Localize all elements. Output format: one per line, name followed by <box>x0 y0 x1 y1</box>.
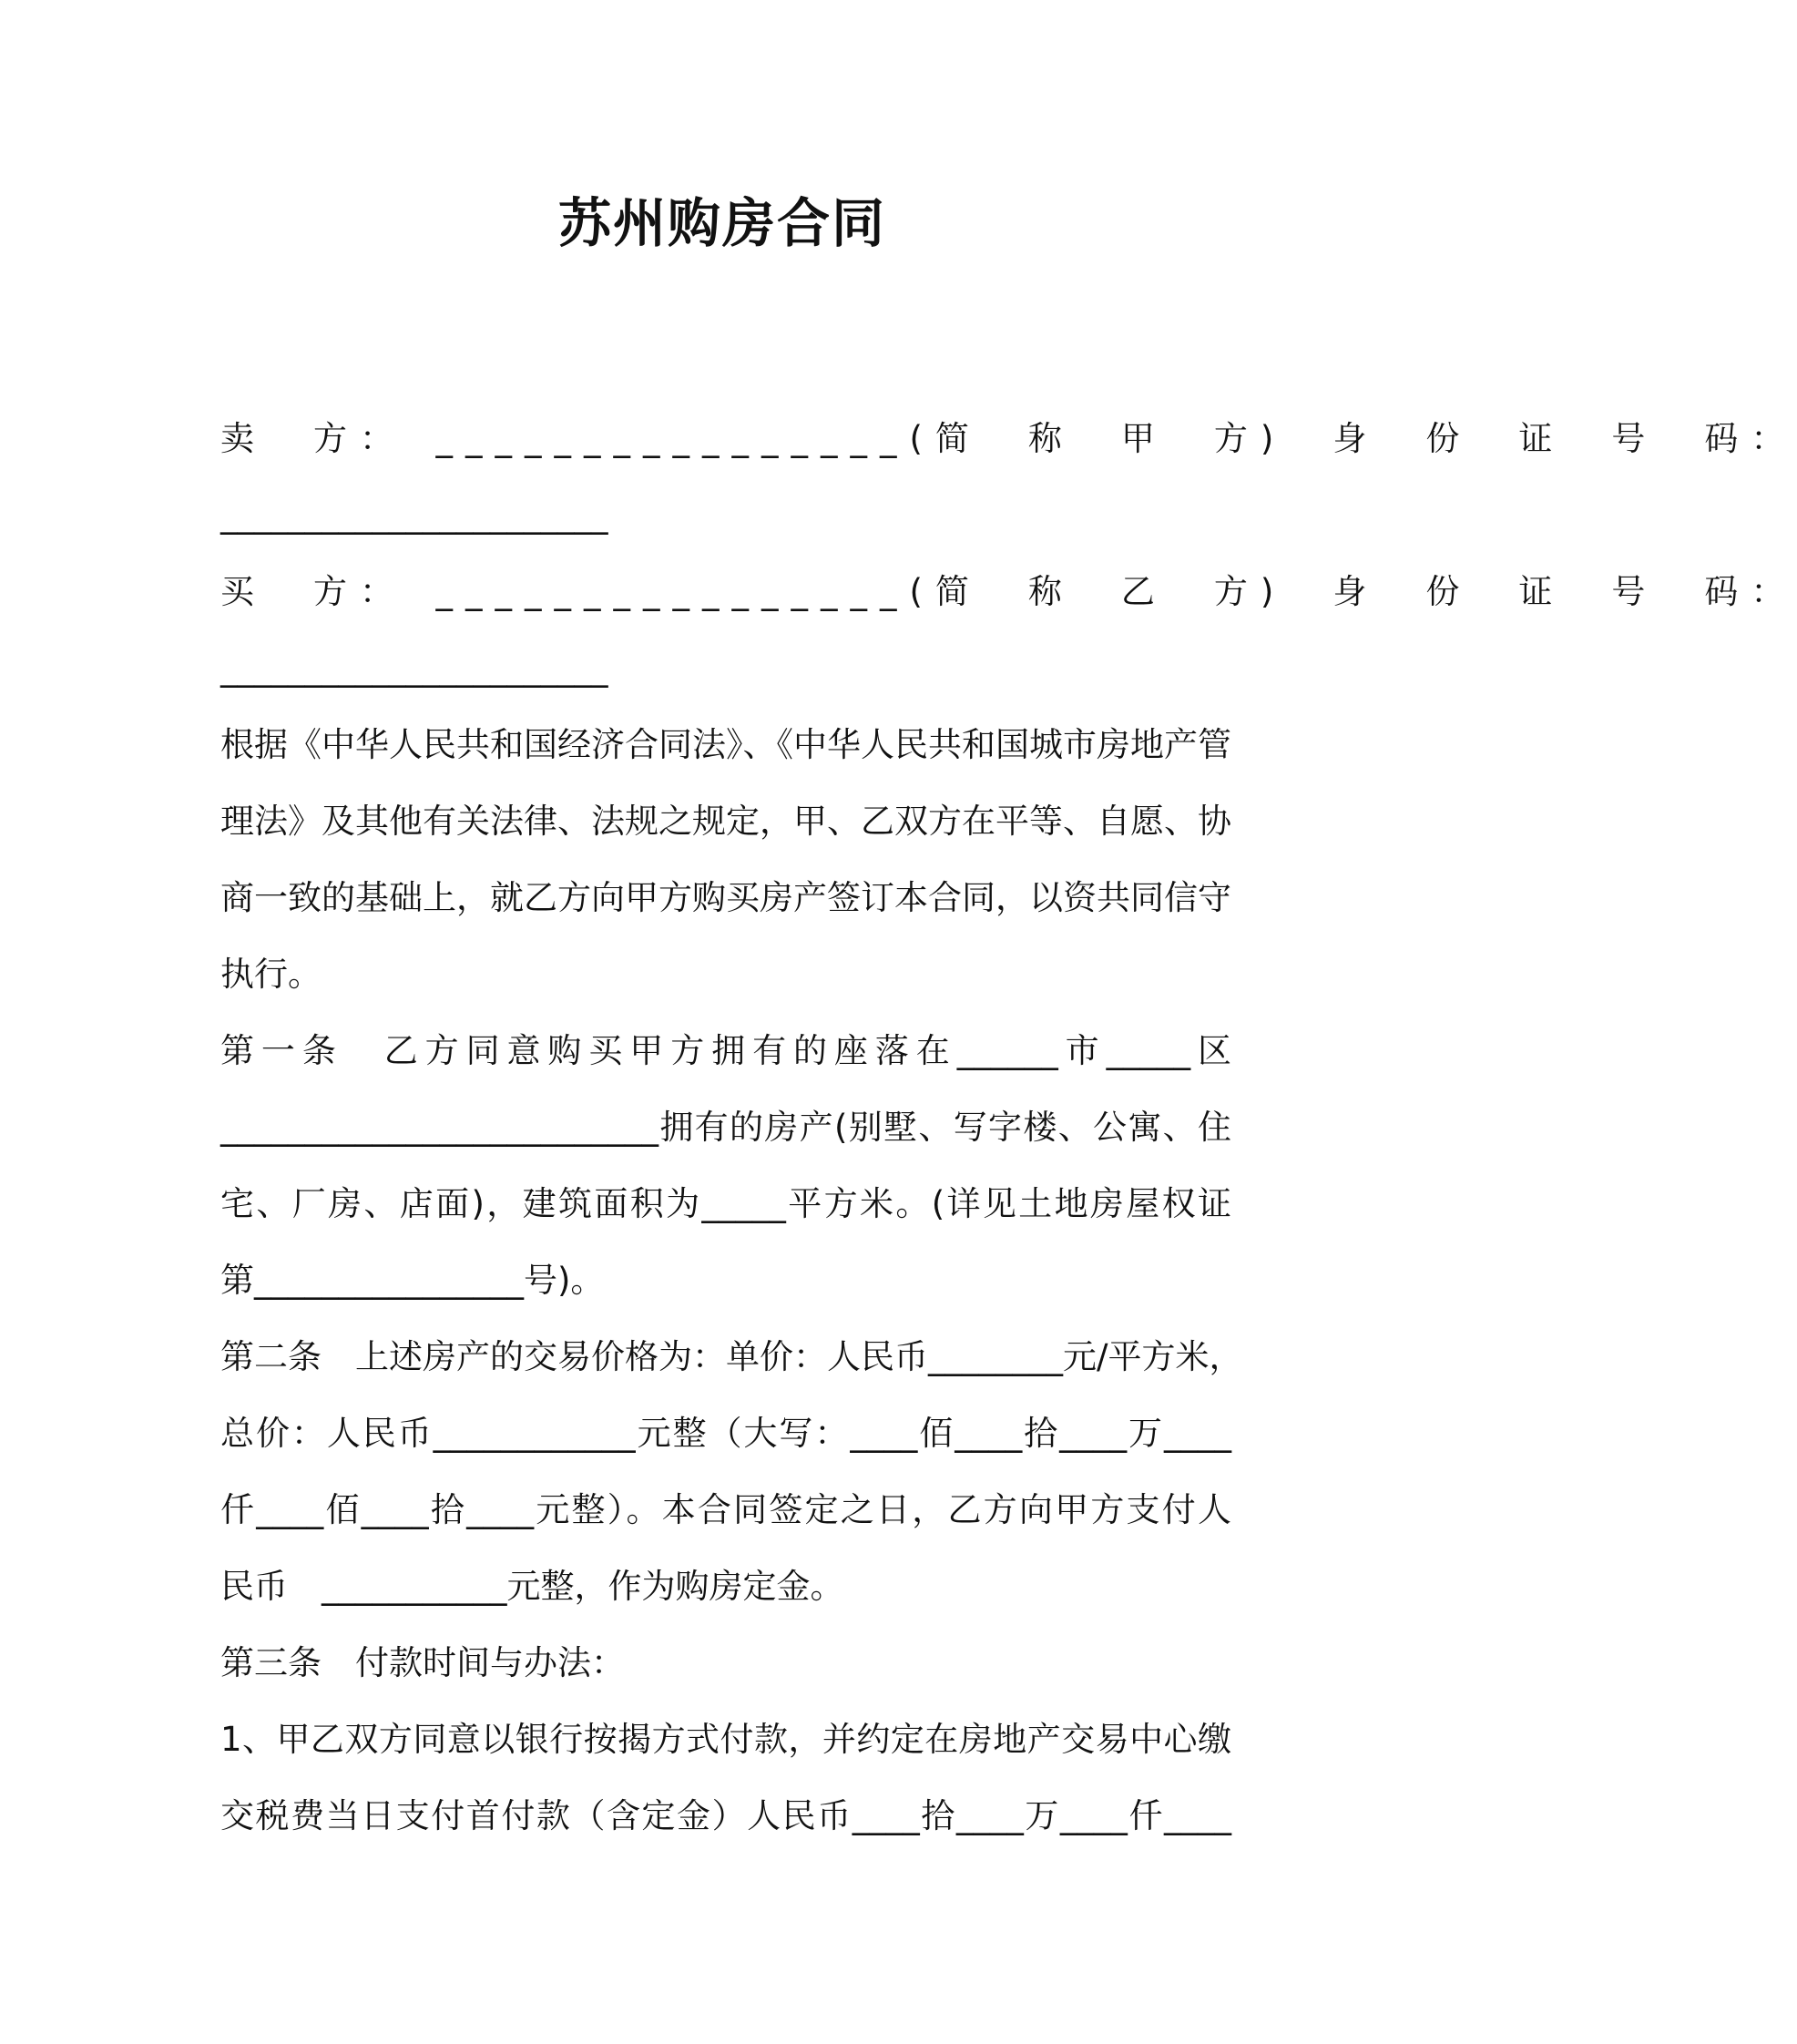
preamble-line-1: 根据《中华人民共和国经济合同法》、《中华人民共和国城市房地产管 <box>220 725 1231 764</box>
article-1-line-3: 宅、厂房、店面)，建筑面积为_____平方米。(详见土地房屋权证 <box>220 1184 1231 1223</box>
buyer-id-blank: _______________________ <box>220 649 608 688</box>
article-1-line-2: __________________________拥有的房产(别墅、写字楼、公寓、住 <box>220 1108 1231 1147</box>
document-title: 苏州购房合同 <box>557 192 886 254</box>
article-3-item-1-line-2: 交税费当日支付首付款（含定金）人民币____拾____万____仟____ <box>220 1796 1231 1835</box>
buyer-line: 买 方： ________________(简 称 乙 方) 身 份 证 号 码： <box>220 572 1797 611</box>
preamble-line-3: 商一致的基础上，就乙方向甲方购买房产签订本合同，以资共同信守 <box>220 878 1231 917</box>
article-3-item-1-line-1: 1、甲乙双方同意以银行按揭方式付款，并约定在房地产交易中心缴 <box>220 1720 1231 1759</box>
preamble-line-4: 执行。 <box>220 955 322 994</box>
article-2-line-4: 民币 ___________元整，作为购房定金。 <box>220 1567 844 1606</box>
contract-body <box>220 401 1797 1855</box>
seller-id-blank: _______________________ <box>220 496 608 535</box>
article-2-line-3: 仟____佰____拾____元整）。本合同签定之日，乙方向甲方支付人 <box>220 1490 1231 1529</box>
article-1-line-4: 第________________号)。 <box>220 1261 605 1300</box>
article-2-line-2: 总价：人民币____________元整（大写：____佰____拾____万____ <box>220 1414 1231 1453</box>
article-2-line-1: 第二条 上述房产的交易价格为：单价：人民币________元/平方米， <box>220 1337 1243 1376</box>
article-3-heading: 第三条 付款时间与办法： <box>220 1643 625 1682</box>
preamble-line-2: 理法》及其他有关法律、法规之规定，甲、乙双方在平等、自愿、协 <box>220 802 1231 841</box>
article-1-line-1: 第一条 乙方同意购买甲方拥有的座落在______市_____区 <box>220 1031 1231 1070</box>
seller-line: 卖 方： ________________(简 称 甲 方) 身 份 证 号 码： <box>220 419 1797 458</box>
